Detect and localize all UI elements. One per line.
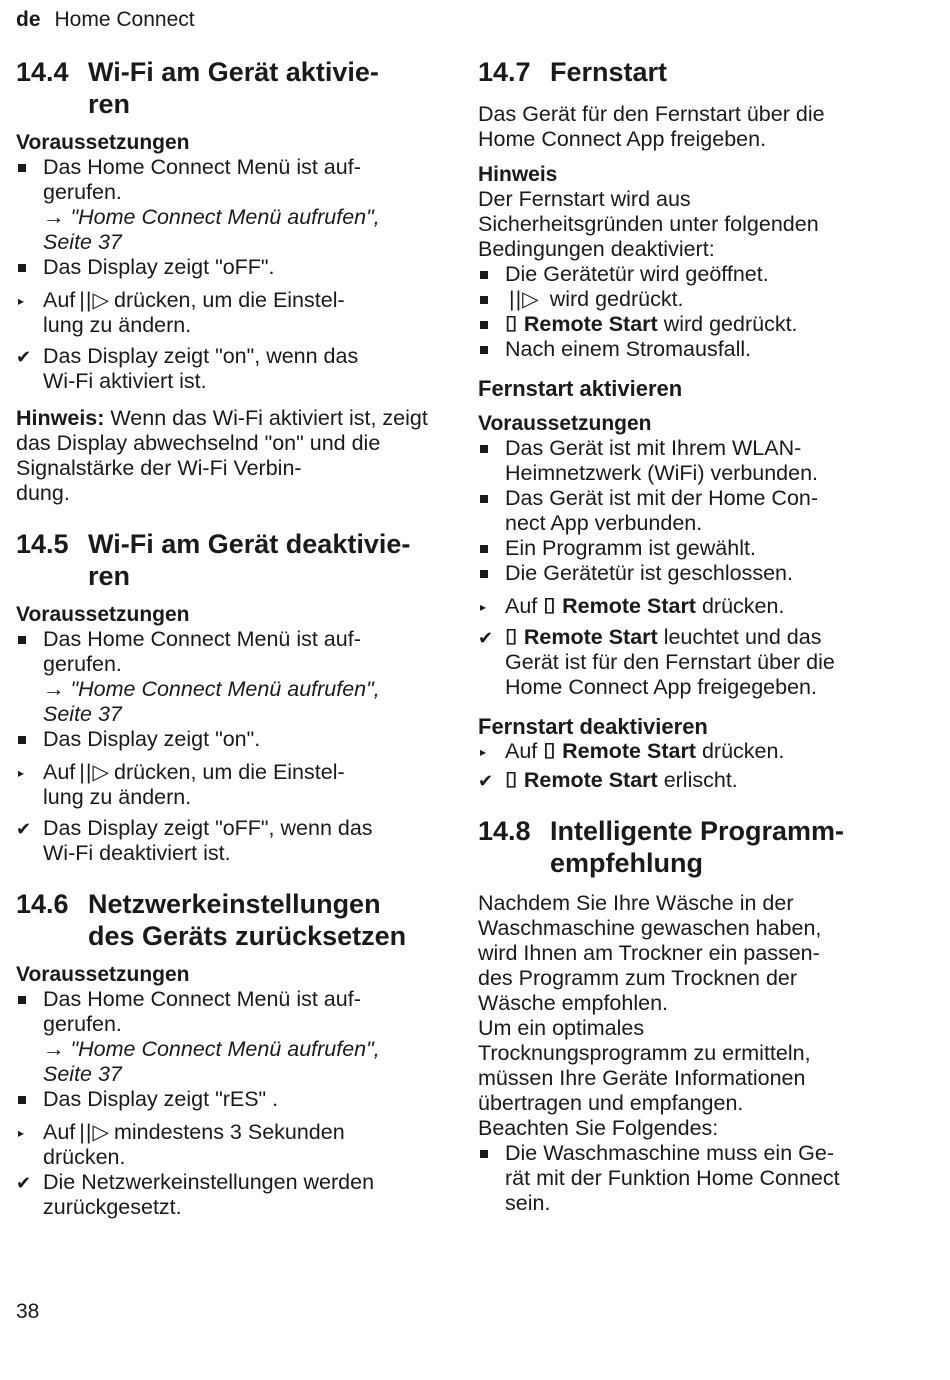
start-pause-icon: ||▷: [79, 1120, 110, 1144]
start-pause-icon: ||▷: [79, 288, 110, 312]
list-item: Die Gerätetür ist geschlossen.: [478, 561, 910, 586]
list-item: Das Display zeigt "on".: [16, 727, 440, 752]
cross-reference: → "Home Connect Menü aufrufen", Seite 37: [43, 677, 380, 726]
step-arrow-icon: ▸: [480, 600, 487, 614]
cross-reference: → "Home Connect Menü aufrufen", Seite 37: [43, 1037, 380, 1086]
instruction-steps: [16, 288, 440, 394]
right-column: [478, 56, 910, 1238]
page-header: [16, 8, 195, 32]
check-icon: ✔: [478, 771, 494, 791]
result-item: ✔ ⌷ Remote Start leuchtet und das Gerät ist für den Fernstart über die Home Connect App freigegeben.: [478, 625, 835, 699]
requirements-label: Voraussetzungen: [16, 131, 190, 154]
list-item: Ein Programm ist gewählt.: [478, 536, 910, 561]
check-icon: ✔: [478, 628, 494, 648]
section-14-7: [478, 56, 910, 793]
list-item: ⌷ Remote Start wird gedrückt.: [478, 312, 910, 337]
header-section: Home Connect: [54, 8, 195, 31]
step-arrow-icon: ▸: [18, 1126, 25, 1140]
subsection-title: Fernstart deaktivieren: [478, 714, 708, 739]
section-heading: 14.5 Wi-Fi am Gerät deaktivie- ren: [16, 529, 411, 591]
check-icon: ✔: [16, 347, 32, 367]
subsection-title: Fernstart aktivieren: [478, 376, 683, 401]
conditions-list: [478, 262, 910, 362]
list-item: Das Home Connect Menü ist auf- gerufen. → "Home Connect Menü aufrufen", Seite 37: [16, 155, 440, 255]
paragraph: Beachten Sie Folgendes:: [478, 1116, 719, 1140]
requirements-list: [16, 627, 440, 752]
step-arrow-icon: ▸: [480, 745, 487, 759]
remote-start-icon: ⌷: [543, 594, 557, 618]
section-heading: 14.8 Intelligente Programm- empfehlung: [478, 816, 845, 878]
list-item: Das Home Connect Menü ist auf- gerufen. → "Home Connect Menü aufrufen", Seite 37: [16, 627, 440, 727]
step-item: ▸ Auf ||▷ drücken, um die Einstel- lung zu ändern.: [18, 288, 345, 337]
requirements-label: Voraussetzungen: [478, 412, 652, 435]
page-number: 38: [16, 1300, 40, 1323]
list-item: Das Display zeigt "oFF".: [16, 255, 440, 280]
instruction-steps: [478, 594, 910, 700]
hint-label: Hinweis: [478, 163, 558, 186]
requirements-list: [478, 436, 910, 586]
requirements-list: [16, 155, 440, 280]
bullet-list: [478, 1141, 910, 1216]
result-item: ✔ Die Netzwerkeinstellungen werden zurückgesetzt.: [16, 1170, 375, 1219]
list-item: Das Gerät ist mit Ihrem WLAN- Heimnetzwerk (WiFi) verbunden.: [478, 436, 910, 486]
start-pause-icon: ||▷: [509, 287, 540, 311]
section-14-4: [16, 56, 440, 506]
step-arrow-icon: ▸: [18, 766, 25, 780]
section-14-8: [478, 815, 910, 1216]
cross-reference: → "Home Connect Menü aufrufen", Seite 37: [43, 205, 380, 254]
list-item: Nach einem Stromausfall.: [478, 337, 910, 362]
remote-start-icon: ⌷: [505, 312, 518, 336]
step-arrow-icon: ▸: [18, 294, 25, 308]
result-item: ✔ Das Display zeigt "oFF", wenn das Wi-Fi deaktiviert ist.: [16, 816, 373, 865]
instruction-steps: [16, 1120, 440, 1220]
step-item: ▸ Auf ⌷ Remote Start drücken.: [480, 739, 785, 763]
requirements-list: [16, 987, 440, 1112]
result-item: ✔ ⌷ Remote Start erlischt.: [478, 768, 738, 792]
step-item: ▸ Auf ⌷ Remote Start drücken.: [480, 594, 785, 618]
step-item: ▸ Auf ||▷ mindestens 3 Sekunden drücken.: [18, 1120, 345, 1169]
start-pause-icon: ||▷: [79, 760, 110, 784]
instruction-steps: [478, 739, 910, 793]
note: Hinweis: Wenn das Wi-Fi aktiviert ist, zeigt das Display abwechselnd "on" und die Signalstärke der Wi-Fi Verbin- dung.: [16, 406, 428, 505]
list-item: Die Gerätetür wird geöffnet.: [478, 262, 910, 287]
language-code: de: [16, 8, 41, 31]
list-item: Das Display zeigt "rES" .: [16, 1087, 440, 1112]
instruction-steps: [16, 760, 440, 866]
section-heading: 14.7 Fernstart: [478, 57, 668, 87]
result-item: ✔ Das Display zeigt "on", wenn das Wi-Fi aktiviert ist.: [16, 344, 359, 393]
intro-text: Das Gerät für den Fernstart über die Home Connect App freigeben.: [478, 102, 825, 151]
paragraph: Um ein optimales Trocknungsprogramm zu ermitteln, müssen Ihre Geräte Informationen übertragen und empfangen.: [478, 1016, 811, 1115]
remote-start-icon: ⌷: [543, 739, 557, 763]
step-item: ▸ Auf ||▷ drücken, um die Einstel- lung zu ändern.: [18, 760, 345, 809]
requirements-label: Voraussetzungen: [16, 963, 190, 986]
check-icon: ✔: [16, 1173, 32, 1193]
check-icon: ✔: [16, 819, 32, 839]
left-column: [16, 56, 440, 1242]
remote-start-icon: ⌷: [505, 768, 518, 792]
section-14-5: [16, 528, 440, 866]
hint-text: Der Fernstart wird aus Sicherheitsgründen unter folgenden Bedingungen deaktiviert:: [478, 187, 819, 261]
requirements-label: Voraussetzungen: [16, 603, 190, 626]
list-item: Das Gerät ist mit der Home Con- nect App verbunden.: [478, 486, 910, 536]
section-heading: 14.6 Netzwerkeinstellungen des Geräts zurücksetzen: [16, 889, 407, 951]
list-item: ||▷ wird gedrückt.: [478, 287, 910, 312]
remote-start-label: ⌷ Remote Start: [505, 312, 658, 336]
list-item: Die Waschmaschine muss ein Ge- rät mit der Funktion Home Connect sein.: [478, 1141, 910, 1216]
list-item: Das Home Connect Menü ist auf- gerufen. → "Home Connect Menü aufrufen", Seite 37: [16, 987, 440, 1087]
paragraph: Nachdem Sie Ihre Wäsche in der Waschmaschine gewaschen haben, wird Ihnen am Trockner ein passen- des Programm zum Trocknen der Wäsche empfohlen.: [478, 891, 822, 1015]
remote-start-icon: ⌷: [505, 625, 518, 649]
section-heading: 14.4 Wi-Fi am Gerät aktivie- ren: [16, 57, 379, 119]
section-14-6: [16, 888, 440, 1220]
